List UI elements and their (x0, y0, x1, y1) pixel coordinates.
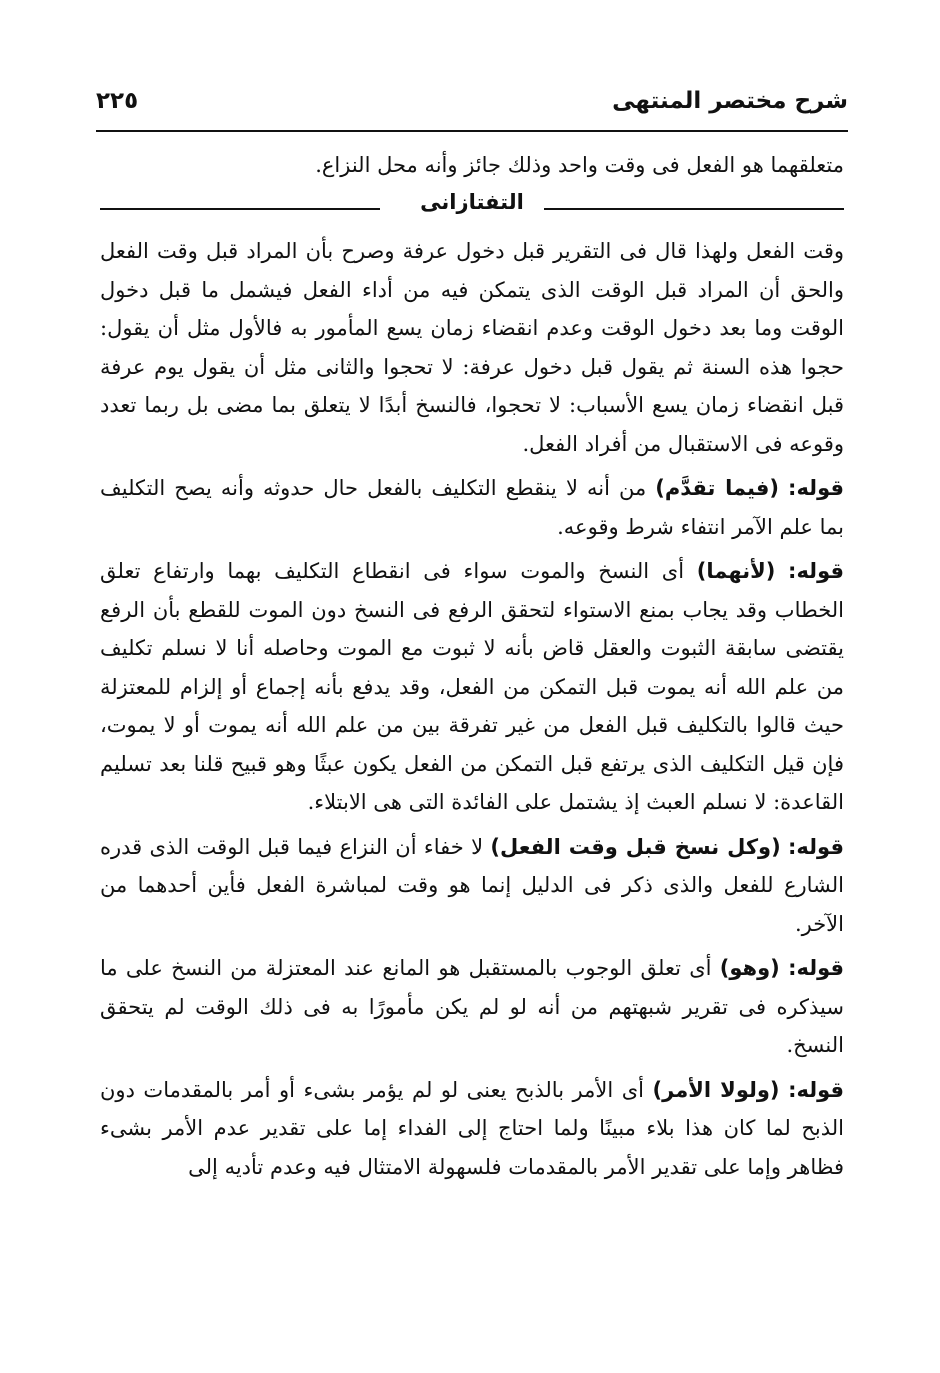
paragraph-lemma: (لأنهما) (696, 559, 776, 583)
header-rule (96, 130, 848, 132)
book-title: شرح مختصر المنتهى (612, 88, 848, 114)
paragraph (100, 1071, 844, 1187)
paragraph-label: قوله: (788, 1077, 844, 1102)
commentary-body (100, 232, 844, 1192)
paragraph (100, 552, 844, 822)
continuation-line: متعلقهما هو الفعل فى وقت واحد وذلك جائز وأنه محل النزاع. (315, 153, 844, 177)
paragraph (100, 469, 844, 546)
paragraph-label: قوله: (788, 559, 844, 583)
paragraph-text: أى النسخ والموت سواء فى انقطاع التكليف بهما وارتفاع تعلق الخطاب وقد يجاب بمنع الاستواء لتحقق الرفع فى النسخ دون الموت للقطع بأن الرفع يقتضى سابقة الثبوت والعقل قاض بأنه لا ثبوت مع الموت وحاصله أنا لا نسلم تكليف من علم الله أنه يموت قبل التمكن من الفعل، وقد يدفع بأنه إجماع أو إلزام للمعتزلة حيث قالوا بالتكليف قبل الفعل من غير تفرقة بين من علم الله أنه يموت أو لا يموت، فإن قيل التكليف الذى يرتفع قبل التمكن من الفعل يكون عبثًا وهو قبيح قلنا بعد تسليم القاعدة: لا نسلم العبث إذ يشتمل على الفائدة التى هى الابتلاء. (100, 559, 844, 814)
paragraph-label: قوله: (788, 956, 844, 980)
paragraph (100, 949, 844, 1065)
running-header (96, 88, 848, 128)
paragraph (100, 828, 844, 944)
section-heading (100, 190, 844, 226)
paragraph-lemma: (فيما تقدَّم) (655, 476, 779, 500)
paragraph-text: من أنه لا ينقطع التكليف بالفعل حال حدوثه وأنه يصح التكليف بما علم الآمر انتفاء شرط وقوعه. (100, 476, 844, 539)
paragraph-label: قوله: (788, 476, 844, 500)
paragraph-label: قوله: (788, 834, 844, 859)
page-number: ٢٢٥ (96, 88, 139, 114)
section-title: التفتازانى (420, 190, 524, 214)
paragraph-lemma: (وكل نسخ قبل وقت الفعل) (490, 834, 781, 859)
paragraph-text: أى الأمر بالذبح يعنى لو لم يؤمر بشىء أو أمر بالمقدمات دون الذبح لما كان هذا بلاء مبينًا ولما احتاج إلى الفداء إما على تقدير عدم الأمر بشىء فظاهر وإما على تقدير الأمر بالمقدمات فلسهولة الامتثال فيه وعدم تأديه إلى (100, 1077, 845, 1179)
paragraph-lemma: (ولولا الأمر) (652, 1077, 780, 1102)
paragraph-lemma: (وهو) (719, 956, 780, 980)
paragraph (100, 232, 844, 463)
paragraph-text: وقت الفعل ولهذا قال فى التقرير قبل دخول عرفة وصرح بأن المراد قبل وقت الفعل والحق أن المراد قبل الوقت الذى يتمكن فيه من أداء الفعل فيشمل ما قبل دخول الوقت وما بعد دخول الوقت وعدم انقضاء زمان يسع المأمور به فالأول مثل أن يقول: حجوا هذه السنة ثم يقول قبل دخول عرفة: لا تحجوا والثانى مثل أن يقول يوم عرفة قبل انقضاء زمان يسع الأسباب: لا تحجوا، فالنسخ أبدًا لا يتعلق بما مضى بل ربما تعدد وقوعه فى الاستقبال من أفراد الفعل. (100, 239, 844, 456)
heading-rule-left (100, 208, 380, 210)
paragraph-text: لا خفاء أن النزاع فيما قبل الوقت الذى قدره الشارع للفعل والذى ذكر فى الدليل إنما هو وقت لمباشرة الفعل فأين أحدهما من الآخر. (100, 834, 844, 936)
paragraph-text: أى تعلق الوجوب بالمستقبل هو المانع عند المعتزلة من النسخ على ما سيذكره فى تقرير شبهتهم من أنه لو لم يكن مأمورًا به فى ذلك الوقت لم يتحقق النسخ. (100, 956, 844, 1057)
